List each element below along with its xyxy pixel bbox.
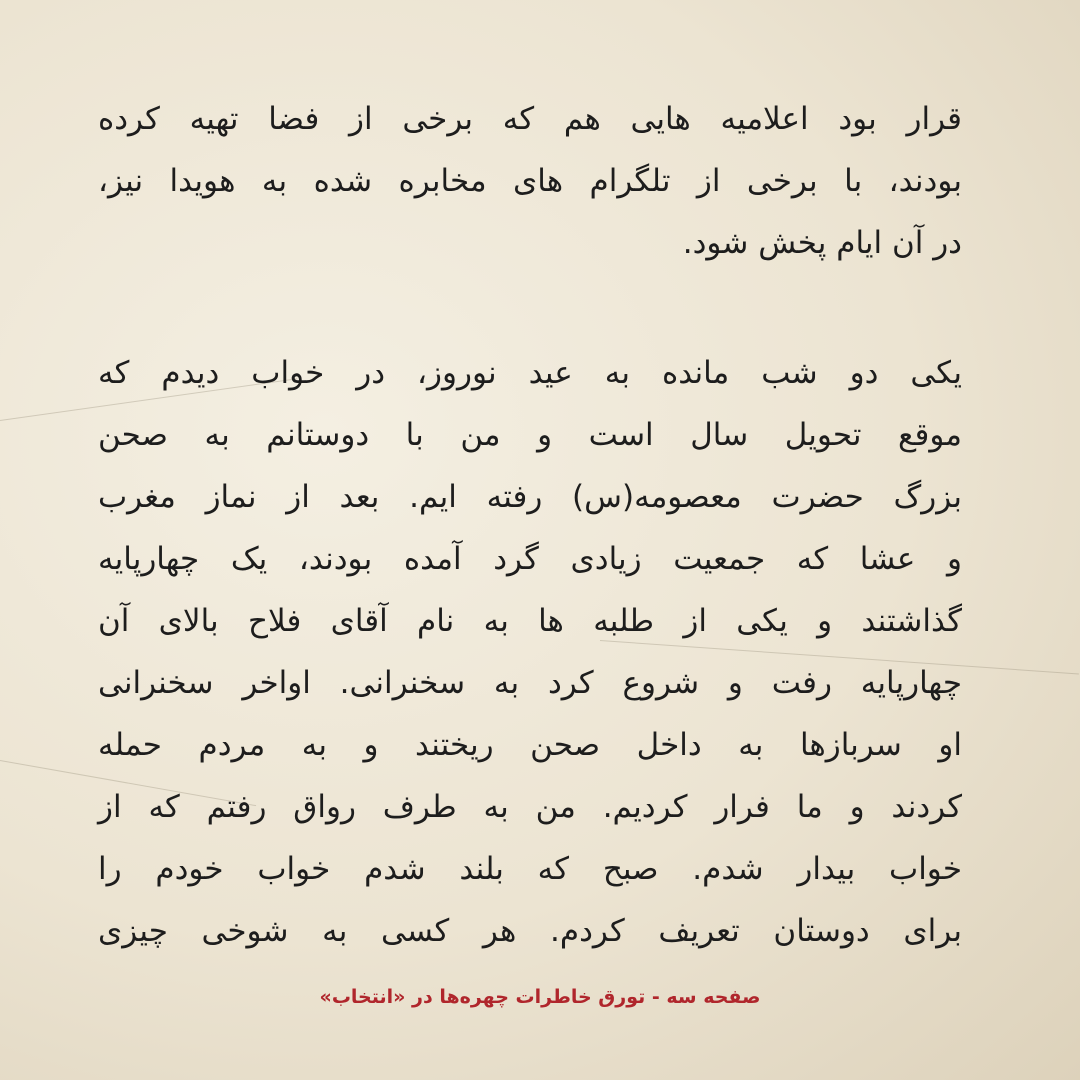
text-line: خواب بیدار شدم. صبح که بلند شدم خواب خودم را [98, 851, 962, 887]
text-line: در آن ایام پخش شود. [682, 225, 962, 261]
text-line: او سربازها به داخل صحن ریختند و به مردم حمله [98, 727, 962, 763]
text-line: قرار بود اعلامیه هایی هم که برخی از فضا تهیه کرده [98, 101, 962, 137]
text-line: کردند و ما فرار کردیم. من به طرف رواق رفتم که از [98, 789, 962, 825]
text-line: چهارپایه رفت و شروع کرد به سخنرانی. اواخر سخنرانی [98, 665, 962, 701]
paragraph-2 [98, 342, 962, 962]
article-body [98, 88, 962, 962]
text-line: و عشا که جمعیت زیادی گرد آمده بودند، یک چهارپایه [98, 541, 962, 577]
text-line: موقع تحویل سال است و من با دوستانم به صحن [98, 417, 962, 453]
paragraph-1 [98, 88, 962, 274]
text-line: یکی دو شب مانده به عید نوروز، در خواب دیدم که [98, 355, 962, 391]
text-line: بزرگ حضرت معصومه(س) رفته ایم. بعد از نماز مغرب [98, 479, 962, 515]
text-line: گذاشتند و یکی از طلبه ها به نام آقای فلاح بالای آن [98, 603, 962, 639]
page-footer: صفحه سه - تورق خاطرات چهره‌ها در «انتخاب» [319, 986, 761, 1008]
text-line: برای دوستان تعریف کردم. هر کسی به شوخی چیزی [98, 913, 962, 949]
text-line: بودند، با برخی از تلگرام های مخابره شده به هویدا نیز، [98, 163, 962, 199]
